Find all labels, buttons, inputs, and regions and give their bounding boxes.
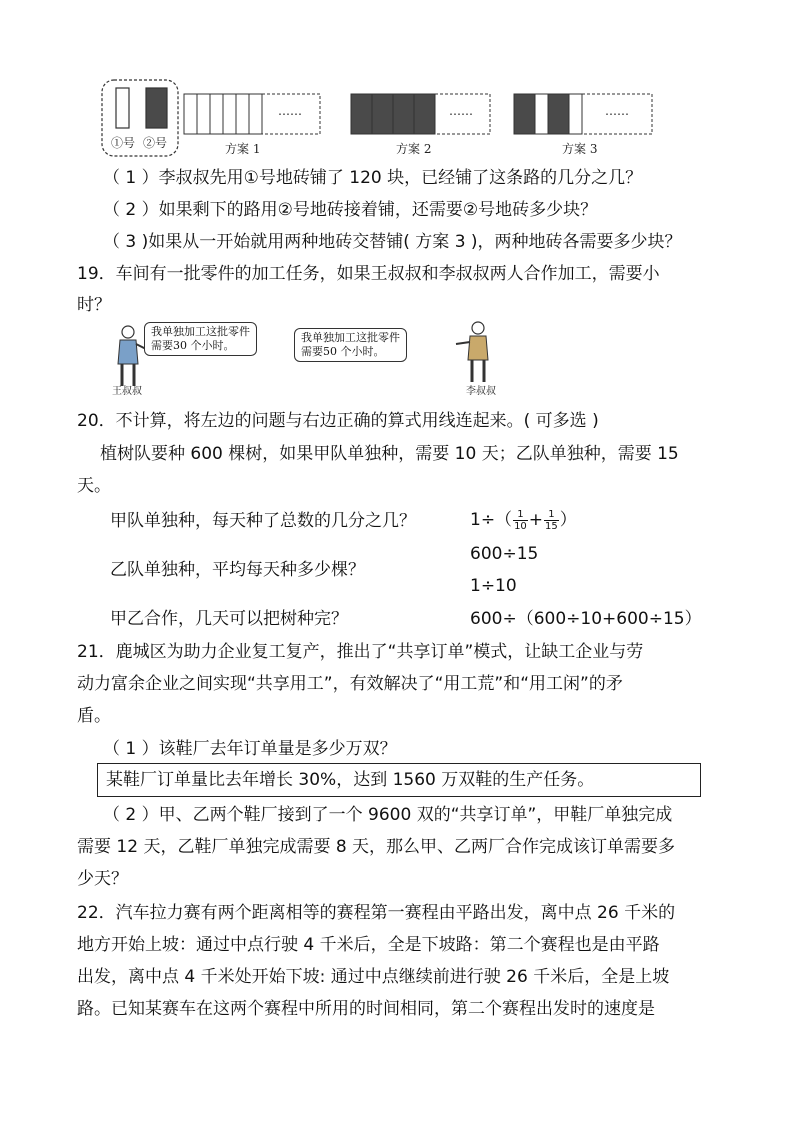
q20-left2: 乙队单独种，平均每天种多少棵？	[110, 560, 365, 580]
fraction2-den: 15	[545, 520, 558, 532]
q20-line3: 天。	[77, 476, 111, 496]
q22-line3: 出发，离中点 4 千米处开始下坡: 通过中点继续前进行驶 26 千米后，全是上坡	[77, 967, 670, 987]
q20-right1-prefix: 1÷（	[470, 510, 513, 530]
li-speech-line2: 需要50 个小时。	[301, 345, 385, 358]
tile2-sample	[146, 88, 167, 128]
q20-right1-suffix: ）	[559, 510, 577, 530]
fraction2-num: 1	[544, 509, 559, 521]
plan1-label: 方案 1	[225, 142, 261, 156]
q18-sub2: （ 2 ）如果剩下的路用②号地砖接着铺，还需要②号地砖多少块？	[103, 200, 598, 220]
q20-right2: 600÷15	[470, 544, 539, 564]
q19-illustration	[108, 320, 508, 396]
tile1-label: ①号	[111, 136, 136, 150]
q20-left1: 甲队单独种，每天种了总数的几分之几？	[110, 511, 416, 531]
q18-sub3: （ 3 )如果从一开始就用两种地砖交替铺( 方案 3 )，两种地砖各需要多少块？	[103, 232, 682, 252]
q20-right1-plus: +	[528, 510, 544, 530]
plan3-label: 方案 3	[562, 142, 598, 156]
q20-left3: 甲乙合作，几天可以把树种完？	[110, 609, 348, 629]
q20-line1: 20．不计算，将左边的问题与右边正确的算式用线连起来。( 可多选 )	[77, 411, 599, 431]
q21-info-text: 某鞋厂订单量比去年增长 30%，达到 1560 万双鞋的生产任务。	[106, 770, 595, 790]
wang-speech-bubble	[144, 322, 257, 356]
tile1-sample	[116, 88, 129, 128]
q20-fraction2	[544, 509, 559, 532]
fraction1-num: 1	[513, 509, 528, 521]
q19-line1: 19．车间有一批零件的加工任务，如果王叔叔和李叔叔两人合作加工，需要小	[77, 264, 660, 284]
plan3-strip	[514, 94, 652, 134]
plan2-label: 方案 2	[396, 142, 432, 156]
q21-line3: 盾。	[77, 706, 111, 726]
q22-line4: 路。已知某赛车在这两个赛程中所用的时间相同，第二个赛程出发时的速度是	[77, 999, 655, 1019]
q21-sub1: （ 1 ）该鞋厂去年订单量是多少万双？	[103, 739, 397, 759]
q20-right4: 600÷（600÷10+600÷15）	[470, 609, 702, 629]
q21-sub2-line3: 少天？	[77, 869, 128, 889]
li-speech-line1: 我单独加工这批零件	[301, 331, 400, 344]
q19-line2: 时？	[77, 295, 111, 315]
q20-right1	[470, 505, 577, 535]
li-figure	[454, 320, 498, 386]
q22-line2: 地方开始上坡：通过中点行驶 4 千米后，全是下坡路：第二个赛程也是由平路	[77, 935, 660, 955]
q21-sub2-line1: （ 2 ）甲、乙两个鞋厂接到了一个 9600 双的“共享订单”，甲鞋厂单独完成	[103, 805, 673, 825]
q21-line2: 动力富余企业之间实现“共享用工”，有效解决了“用工荒”和“用工闲”的矛	[77, 674, 623, 694]
q21-line1: 21．鹿城区为助力企业复工复产，推出了“共享订单”模式，让缺工企业与劳	[77, 642, 644, 662]
wang-speech-line1: 我单独加工这批零件	[151, 325, 250, 338]
li-name: 李叔叔	[466, 386, 496, 397]
fraction1-den: 10	[514, 520, 527, 532]
wang-speech-line2: 需要30 个小时。	[151, 339, 235, 352]
wang-name: 王叔叔	[112, 386, 142, 397]
q22-line1: 22．汽车拉力赛有两个距离相等的赛程第一赛程由平路出发，离中点 26 千米的	[77, 903, 676, 923]
tile2-label: ②号	[143, 136, 168, 150]
q20-line2: 植树队要种 600 棵树，如果甲队单独种，需要 10 天；乙队单独种，需要 15	[100, 444, 679, 464]
li-speech-bubble	[294, 328, 407, 362]
q20-fraction1	[513, 509, 528, 532]
tiles-figure	[100, 78, 660, 160]
q21-sub2-line2: 需要 12 天，乙鞋厂单独完成需要 8 天，那么甲、乙两厂合作完成该订单需要多	[77, 837, 676, 857]
q18-sub1: （ 1 ）李叔叔先用①号地砖铺了 120 块，已经铺了这条路的几分之几？	[103, 168, 643, 188]
plan3-dots: ……	[605, 104, 629, 118]
q20-right3: 1÷10	[470, 576, 517, 596]
plan1-dots: ……	[278, 104, 302, 118]
plan2-dots: ……	[449, 104, 473, 118]
